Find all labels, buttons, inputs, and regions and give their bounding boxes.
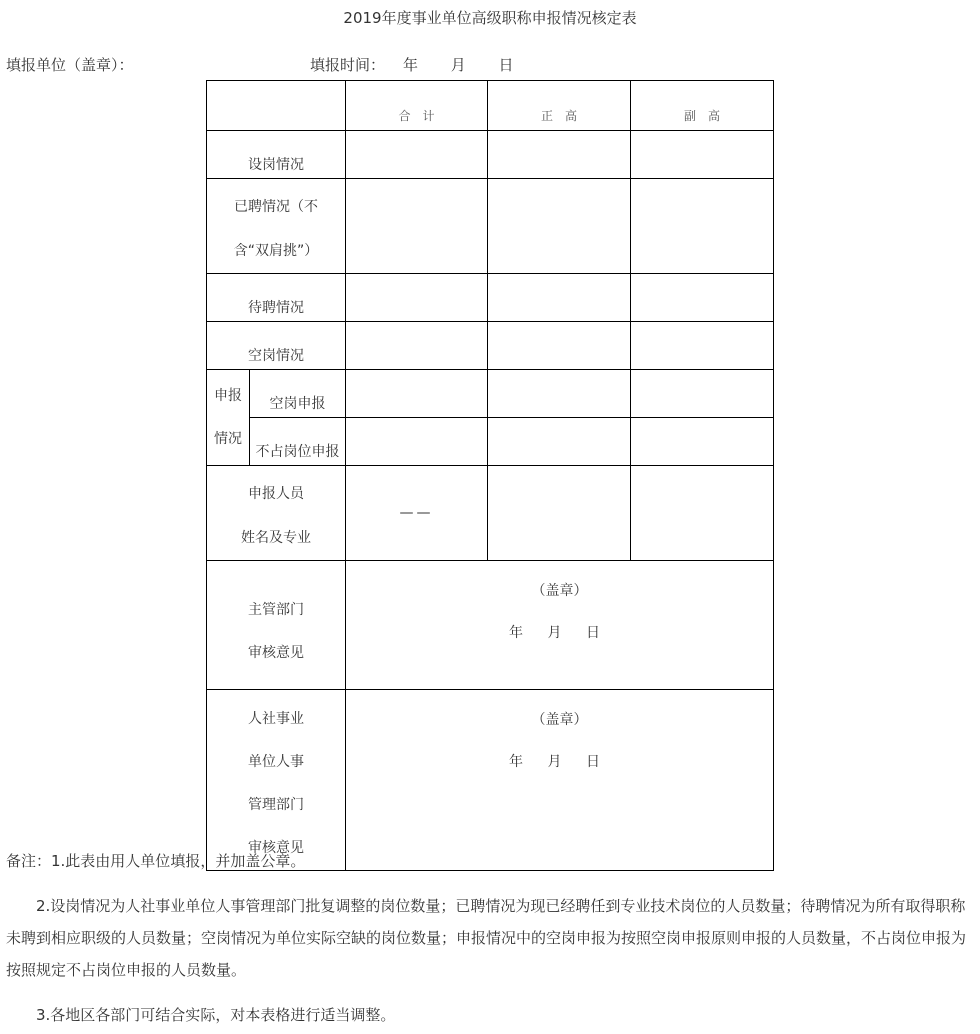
note-3: 3.各地区各部门可结合实际，对本表格进行适当调整。: [36, 1006, 396, 1024]
cell-total[interactable]: [346, 370, 488, 418]
table-row-declare-vacancy: [207, 370, 774, 418]
row-label: 主管部门 审核意见: [207, 561, 346, 690]
cell-senior[interactable]: [488, 179, 631, 274]
fill-unit-label: 填报单位（盖章）：: [6, 56, 134, 74]
header-associate: 副高: [631, 81, 774, 131]
table-row-post-setting: [207, 131, 774, 179]
cell-senior[interactable]: [488, 466, 631, 561]
document-title: 2019年度事业单位高级职称申报情况核定表: [343, 9, 637, 27]
cell-senior[interactable]: [488, 322, 631, 370]
header-total: 合计: [346, 81, 488, 131]
table-row-supervisor: [207, 561, 774, 690]
cell-associate[interactable]: [631, 274, 774, 322]
header-senior: 正高: [488, 81, 631, 131]
hr-opinion-cell[interactable]: [346, 690, 774, 871]
cell-associate[interactable]: [631, 322, 774, 370]
row-label: 已聘情况（不 含“双肩挑”）: [207, 179, 346, 274]
table-row-hr: [207, 690, 774, 871]
cell-total[interactable]: [346, 131, 488, 179]
header-blank: [207, 81, 346, 131]
header-row: [207, 81, 774, 131]
table-row-pending: [207, 274, 774, 322]
row-label: 空岗申报: [250, 370, 346, 418]
row-label: 申报人员 姓名及专业: [207, 466, 346, 561]
table-row-applicants: [207, 466, 774, 561]
row-label: 空岗情况: [207, 322, 346, 370]
fill-time-label: 填报时间：: [310, 56, 386, 74]
cell-total[interactable]: [346, 179, 488, 274]
table-row-declare-no-post: [207, 418, 774, 466]
note-1: 备注：1.此表由用人单位填报，并加盖公章。: [6, 852, 306, 870]
cell-total[interactable]: [346, 322, 488, 370]
cell-associate[interactable]: [631, 418, 774, 466]
notes-section: [6, 845, 974, 1031]
cell-associate[interactable]: [631, 466, 774, 561]
cell-total[interactable]: [346, 274, 488, 322]
stamp-date: 年 月 日: [509, 754, 610, 770]
cell-associate[interactable]: [631, 131, 774, 179]
fill-time: [310, 55, 528, 75]
stamp-label: （盖章）: [531, 583, 588, 599]
stamp-date: 年 月 日: [509, 625, 610, 641]
row-label: 人社事业 单位人事 管理部门 审核意见: [207, 690, 346, 871]
supervisor-opinion-cell[interactable]: [346, 561, 774, 690]
cell-total-dash: ——: [346, 466, 488, 561]
cell-total[interactable]: [346, 418, 488, 466]
cell-associate[interactable]: [631, 370, 774, 418]
cell-senior[interactable]: [488, 418, 631, 466]
row-label: 不占岗位申报: [250, 418, 346, 466]
cell-senior[interactable]: [488, 131, 631, 179]
fill-time-date: 年 月 日: [403, 56, 528, 74]
cell-senior[interactable]: [488, 370, 631, 418]
note-2: 2.设岗情况为人社事业单位人事管理部门批复调整的岗位数量；已聘情况为现已经聘任到专业技术岗位的人员数量；待聘情况为所有取得职称未聘到相应职级的人员数量；空岗情况为单位实际空缺的岗位数量；申报情况中的空岗申报为按照空岗申报原则申报的人员数量，不占岗位申报为按照规定不占岗位申报的人员数量。: [6, 897, 967, 979]
stamp-label: （盖章）: [531, 712, 588, 728]
cell-senior[interactable]: [488, 274, 631, 322]
declare-group-label: 申报 情况: [207, 370, 250, 466]
cell-associate[interactable]: [631, 179, 774, 274]
row-label: 待聘情况: [207, 274, 346, 322]
table-row-vacancy: [207, 322, 774, 370]
row-label: 设岗情况: [207, 131, 346, 179]
declaration-table: [206, 80, 774, 871]
table-row-hired: [207, 179, 774, 274]
